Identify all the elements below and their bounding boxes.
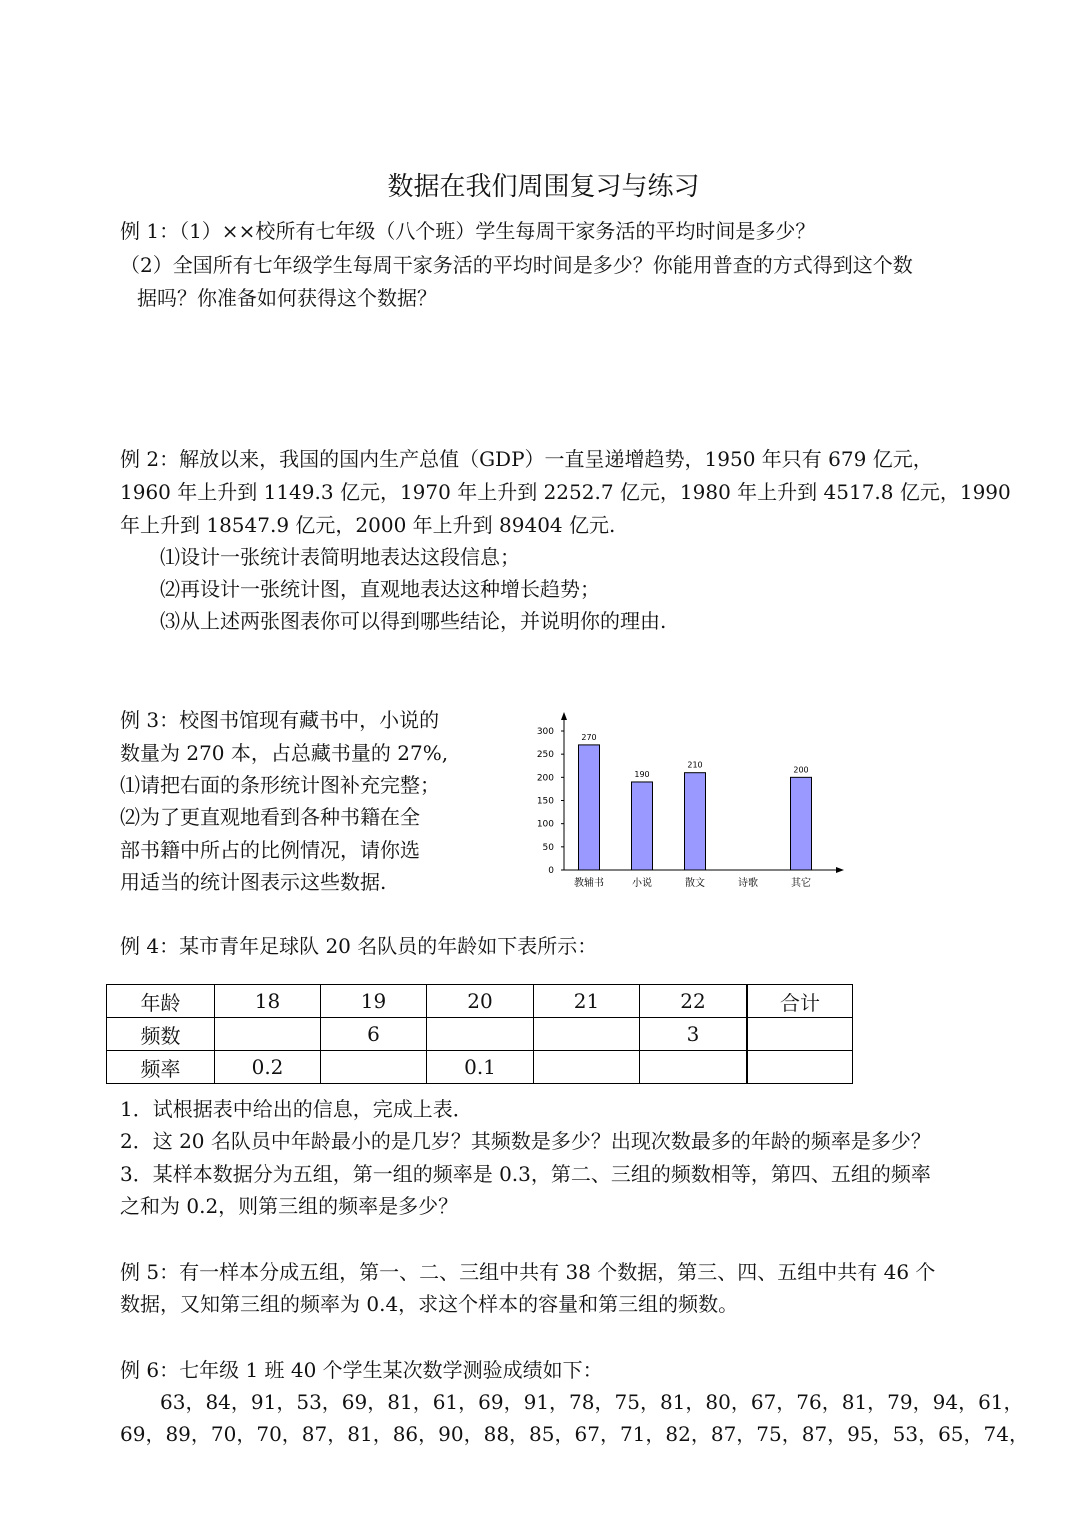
ex5-line1: 例 5：有一样本分成五组，第一、二、三组中共有 38 个数据，第三、四、五组中共有 46 个 (120, 1260, 936, 1284)
ex4-question-3a: 3．某样本数据分为五组，第一组的频率是 0.3，第二、三组的频数相等，第四、五组的频率 (120, 1162, 931, 1186)
y-tick-label: 50 (542, 842, 554, 853)
data-label: 210 (687, 760, 703, 770)
ex2-question-3: ⑶从上述两张图表你可以得到哪些结论，并说明你的理由. (160, 609, 667, 633)
table-cell: 频率 (107, 1051, 215, 1084)
ex1-line1: 例 1：（1）××校所有七年级（八个班）学生每周干家务活的平均时间是多少？ (120, 219, 816, 243)
y-axis-arrow (561, 712, 567, 720)
ex4-question-3b: 之和为 0.2，则第三组的频率是多少？ (120, 1194, 459, 1218)
table-cell: 6 (321, 1018, 427, 1051)
table-cell (747, 1051, 853, 1084)
data-label: 270 (581, 732, 597, 742)
table-cell (534, 1051, 640, 1084)
data-label: 190 (634, 769, 650, 779)
table-cell: 19 (321, 985, 427, 1018)
table-cell (640, 1051, 748, 1084)
ex4-question-2: 2．这 20 名队员中年龄最小的是几岁？其频数是多少？出现次数最多的年龄的频率是多少？ (120, 1129, 931, 1153)
ex2-line1: 例 2：解放以来，我国的国内生产总值（GDP）一直呈递增趋势，1950 年只有 679 亿元， (120, 447, 933, 471)
ex4-question-1: 1．试根据表中给出的信息，完成上表． (120, 1097, 473, 1121)
ex2-line3: 年上升到 18547.9 亿元，2000 年上升到 89404 亿元. (120, 513, 616, 537)
table-cell: 20 (427, 985, 534, 1018)
table-cell (534, 1018, 640, 1051)
y-tick-label: 0 (548, 866, 554, 876)
table-cell (321, 1051, 427, 1084)
ex2-question-2: ⑵再设计一张统计图，直观地表达这种增长趋势； (160, 577, 600, 601)
ex4-intro: 例 4：某市青年足球队 20 名队员的年龄如下表所示： (120, 934, 598, 958)
y-tick-label: 300 (536, 727, 554, 737)
table-row-age (107, 985, 853, 1018)
page-title: 数据在我们周围复习与练习 (387, 172, 700, 202)
y-tick-label: 150 (536, 796, 554, 807)
bar (579, 745, 600, 870)
x-tick-label: 散文 (685, 878, 705, 889)
ex6-line1: 例 6：七年级 1 班 40 个学生某次数学测验成绩如下： (120, 1358, 603, 1382)
age-frequency-table (106, 984, 853, 1084)
x-tick-label: 小说 (632, 878, 652, 889)
table-cell: 21 (534, 985, 640, 1018)
ex3-line2: 数量为 270 本，占总藏书量的 27%, (120, 741, 449, 765)
table-cell: 22 (640, 985, 748, 1018)
y-tick-label: 100 (536, 819, 554, 830)
x-tick-label: 诗歌 (738, 878, 758, 889)
ex3-line1: 例 3：校图书馆现有藏书中，小说的 (120, 708, 440, 732)
table-row-frequency (107, 1018, 853, 1051)
y-tick-label: 200 (536, 773, 554, 784)
table-cell: 频数 (107, 1018, 215, 1051)
ex5-line2: 数据，又知第三组的频率为 0.4，求这个样本的容量和第三组的频数。 (120, 1292, 739, 1316)
data-label: 200 (793, 765, 809, 775)
table-cell: 18 (215, 985, 321, 1018)
table-cell (747, 1018, 853, 1051)
ex2-line2: 1960 年上升到 1149.3 亿元，1970 年上升到 2252.7 亿元，1980 年上升到 4517.8 亿元，1990 (120, 480, 1011, 504)
bar (791, 777, 812, 870)
ex2-question-1: ⑴设计一张统计表简明地表达这段信息； (160, 545, 520, 569)
ex1-line2: （2）全国所有七年级学生每周干家务活的平均时间是多少？你能用普查的方式得到这个数 (120, 253, 913, 277)
x-tick-label: 其它 (791, 878, 811, 889)
ex3-line6: 用适当的统计图表示这些数据. (120, 870, 387, 894)
ex3-line5: 部书籍中所占的比例情况，请你选 (120, 838, 420, 862)
table-cell: 3 (640, 1018, 748, 1051)
bar (632, 782, 653, 870)
table-row-rate (107, 1051, 853, 1084)
table-cell: 0.2 (215, 1051, 321, 1084)
ex3-line3: ⑴请把右面的条形统计图补充完整； (120, 773, 440, 797)
x-tick-label: 教辅书 (574, 878, 604, 889)
ex6-scores-line1: 63，84，91，53，69，81，61，69，91，78，75，81，80，67，76，81，79，94，61， (160, 1390, 1024, 1414)
table-cell (427, 1018, 534, 1051)
ex3-line4: ⑵为了更直观地看到各种书籍在全 (120, 805, 420, 829)
table-cell: 0.1 (427, 1051, 534, 1084)
y-tick-label: 250 (536, 750, 554, 761)
bar (685, 773, 706, 870)
table-cell: 年龄 (107, 985, 215, 1018)
table-cell: 合计 (747, 985, 853, 1018)
ex1-line3: 据吗？你准备如何获得这个数据？ (137, 286, 437, 310)
ex6-scores-line2: 69，89，70，70，87，81，86，90，88，85，67，71，82，87，75，87，95，53，65，74， (120, 1422, 1029, 1446)
book-bar-chart (532, 708, 852, 894)
x-axis-arrow (836, 867, 844, 873)
table-cell (215, 1018, 321, 1051)
